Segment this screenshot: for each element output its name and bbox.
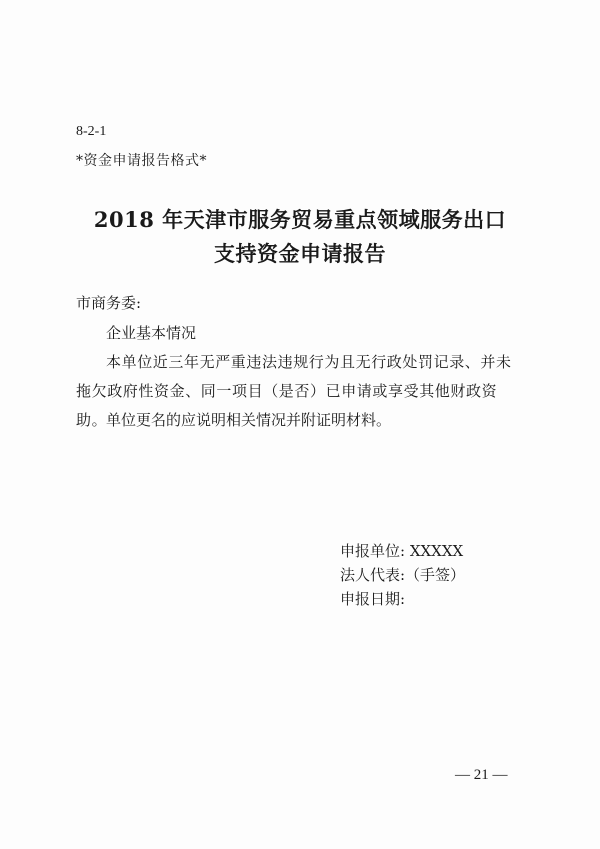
page-number: — 21 — [455, 767, 508, 783]
document-title-line-2: 支持资金申请报告 [214, 241, 386, 266]
paragraph-rename-note: 单位更名的应说明相关情况并附证明材料。 [106, 411, 392, 429]
signature-unit: 申报单位: XXXXX [340, 542, 464, 560]
format-note: *资金申请报告格式* [76, 153, 207, 169]
addressee: 市商务委: [76, 294, 142, 312]
signature-legal-rep: 法人代表:（手签） [340, 566, 466, 584]
document-title-line-1: 2018 年天津市服务贸易重点领域服务出口 [93, 207, 507, 232]
paragraph-basic-info: 企业基本情况 [106, 324, 197, 342]
signature-date: 申报日期: [340, 590, 406, 608]
paragraph-statement: 本单位近三年无严重违法违规行为且无行政处罚记录、并未拖欠政府性资金、同一项目（是否）已申请或享受其他财政资助。 [76, 353, 512, 429]
document-code: 8-2-1 [76, 124, 107, 139]
